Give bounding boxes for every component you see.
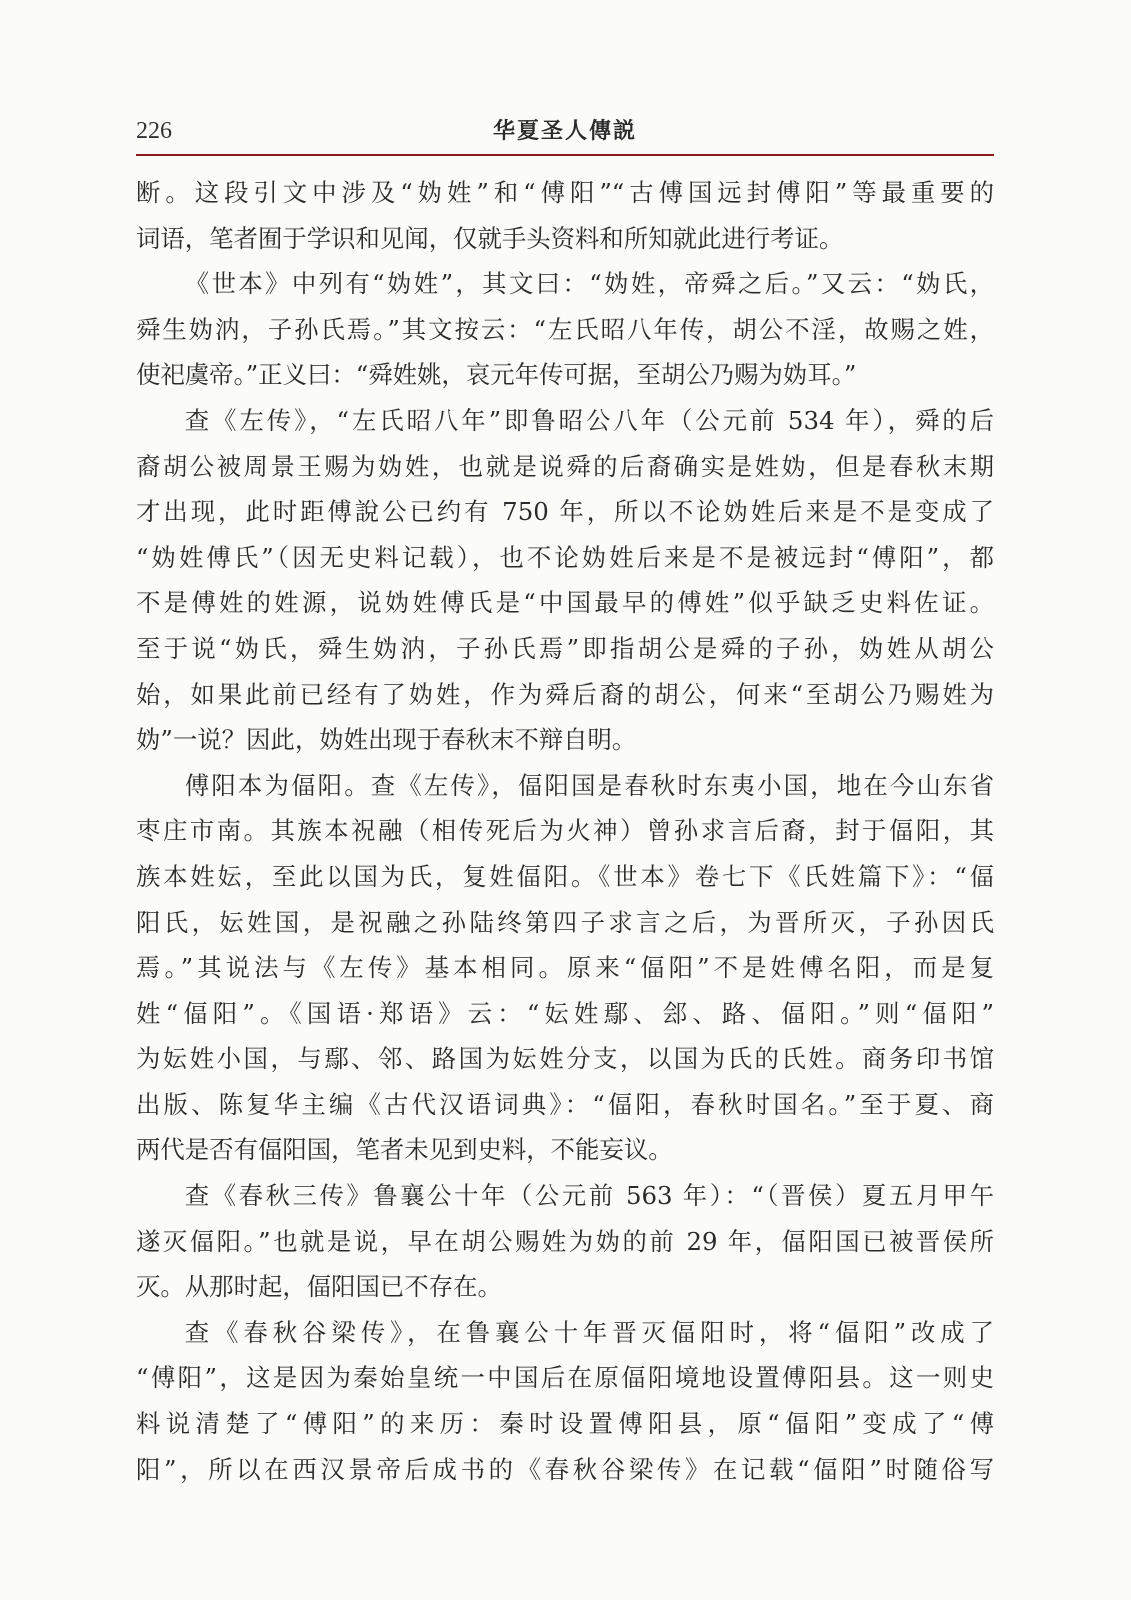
text-line: 姓“偪阳”。《国语·郑语》云：“妘姓鄢、郐、路、偪阳。”则“偪阳” <box>136 998 994 1028</box>
paragraph <box>136 261 994 398</box>
text-line: 裔胡公被周景王赐为妫姓，也就是说舜的后裔确实是姓妫，但是春秋末期 <box>136 451 994 481</box>
paragraph-continued <box>136 170 994 261</box>
paragraph <box>136 763 994 1173</box>
page-number: 226 <box>136 118 172 144</box>
text-line: “妫姓傅氏”（因无史料记载），也不论妫姓后来是不是被远封“傅阳”，都 <box>136 542 994 572</box>
text-line: 始，如果此前已经有了妫姓，作为舜后裔的胡公，何来“至胡公乃赐姓为 <box>136 679 994 709</box>
text-line: 料说清楚了“傅阳”的来历：秦时设置傅阳县，原“偪阳”变成了“傅 <box>136 1409 994 1439</box>
text-line: 阳”，所以在西汉景帝后成书的《春秋谷梁传》在记载“偪阳”时随俗写 <box>136 1454 994 1484</box>
text-line: 不是傅姓的姓源，说妫姓傅氏是“中国最早的傅姓”似乎缺乏史料佐证。 <box>136 588 994 618</box>
text-line: 词语，笔者囿于学识和见闻，仅就手头资料和所知就此进行考证。 <box>136 223 844 253</box>
text-line: 断。这段引文中涉及“妫姓”和“傅阳”“古傅国远封傅阳”等最重要的 <box>136 178 994 207</box>
page-header <box>136 112 994 152</box>
text-line: 两代是否有偪阳国，笔者未见到史料，不能妄议。 <box>136 1135 673 1165</box>
body-text <box>136 170 994 1492</box>
text-line: 灭。从那时起，偪阳国已不存在。 <box>136 1272 502 1302</box>
text-line: 为妘姓小国，与鄢、邻、路国为妘姓分支，以国为氏的氏姓。商务印书馆 <box>136 1044 994 1074</box>
text-line: 傅阳本为偪阳。查《左传》，偪阳国是春秋时东夷小国，地在今山东省 <box>184 770 994 800</box>
text-line: 妫”一说？因此，妫姓出现于春秋末不辩自明。 <box>136 725 637 755</box>
text-line: 遂灭偪阳。”也就是说，早在胡公赐姓为妫的前 29 年，偪阳国已被晋侯所 <box>136 1226 994 1256</box>
text-line: 查《左传》，“左氏昭八年”即鲁昭公八年（公元前 534 年），舜的后 <box>184 405 994 435</box>
text-line: 焉。”其说法与《左传》基本相同。原来“偪阳”不是姓傅名阳，而是复 <box>136 953 994 983</box>
text-line: 阳氏，妘姓国，是祝融之孙陆终第四子求言之后，为晋所灭，子孙因氏 <box>136 907 994 937</box>
text-line: 才出现，此时距傅說公已约有 750 年，所以不论妫姓后来是不是变成了 <box>136 497 994 527</box>
text-line: 族本姓妘，至此以国为氏，复姓偪阳。《世本》卷七下《氏姓篇下》：“偪 <box>136 861 994 891</box>
paragraph <box>136 1310 994 1492</box>
text-line: 出版、陈复华主编《古代汉语词典》：“偪阳，春秋时国名。”至于夏、商 <box>136 1089 994 1119</box>
text-line: 查《春秋谷梁传》，在鲁襄公十年晋灭偪阳时，将“偪阳”改成了 <box>184 1317 994 1347</box>
text-line: 舜生妫汭，子孙氏焉。”其文按云：“左氏昭八年传，胡公不淫，故赐之姓， <box>136 314 994 344</box>
text-line: “傅阳”，这是因为秦始皇统一中国后在原偪阳境地设置傅阳县。这一则史 <box>136 1363 994 1393</box>
paragraph <box>136 398 994 763</box>
text-line: 《世本》中列有“妫姓”，其文曰：“妫姓，帝舜之后。”又云：“妫氏， <box>184 269 994 299</box>
paragraph <box>136 1173 994 1310</box>
text-line: 至于说“妫氏，舜生妫汭，子孙氏焉”即指胡公是舜的子孙，妫姓从胡公 <box>136 633 994 663</box>
running-title: 华夏圣人傳説 <box>492 119 637 144</box>
text-line: 查《春秋三传》鲁襄公十年（公元前 563 年）：“（晋侯）夏五月甲午 <box>184 1181 994 1211</box>
text-line: 枣庄市南。其族本祝融（相传死后为火神）曾孙求言后裔，封于偪阳，其 <box>136 816 994 846</box>
header-rule <box>136 154 994 156</box>
text-line: 使祀虞帝。”正义曰：“舜姓姚，哀元年传可据，至胡公乃赐为妫耳。” <box>136 360 857 390</box>
